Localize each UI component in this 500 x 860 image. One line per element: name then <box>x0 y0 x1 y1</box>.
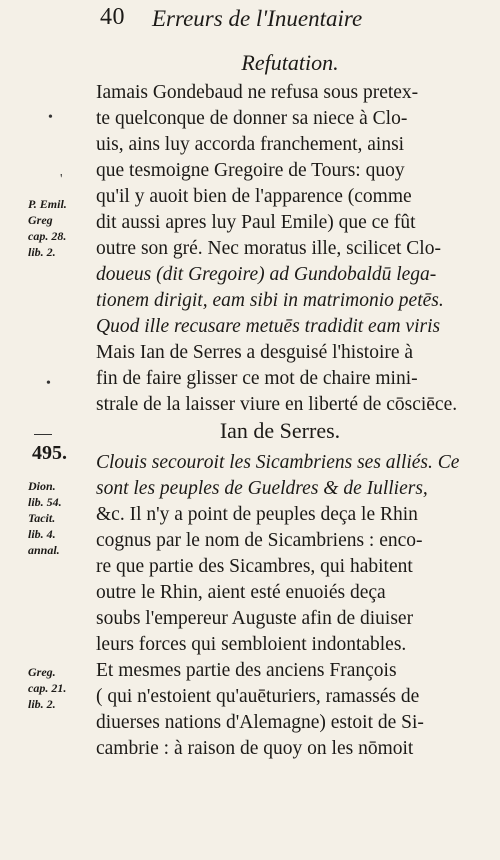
text-line: doueus (dit Gregoire) ad Gundobaldū lega- <box>96 264 437 285</box>
margin-note-line: P. Emil. <box>28 197 67 211</box>
margin-year: 495. <box>32 442 67 464</box>
text-line: sont les peuples de Gueldres & de Iulliers, <box>96 478 428 499</box>
margin-note-line: Dion. <box>28 479 56 493</box>
margin-note-line: Greg <box>28 213 53 227</box>
refutation-heading: Refutation. <box>241 50 339 75</box>
margin-note-line: Tacit. <box>28 511 56 525</box>
margin-note-line: annal. <box>28 543 60 557</box>
text-line: Clouis secourοit les Sicambriens ses alliés. Ce <box>96 452 460 473</box>
text-line: Quod ille recusare metuēs tradidit eam viris <box>96 316 441 337</box>
margin-note-line: cap. 21. <box>28 681 67 695</box>
text-line: te quelconque de donner sa niece à Clo- <box>96 108 408 129</box>
text-line: qu'il y auoit bien de l'apparence (comme <box>96 186 412 207</box>
text-line: soubs l'empereur Auguste afin de diuiser <box>96 608 414 629</box>
text-line: cambrie : à raison de quoy on les nōmoit <box>96 738 414 759</box>
section-heading: Ian de Serres. <box>219 418 341 443</box>
margin-note-line: Greg. <box>28 665 56 679</box>
text-line: tionem dirigit, eam sibi in matrimonio petēs. <box>96 290 444 311</box>
text-line: outre le Rhin, aient esté enuoiés deça <box>96 582 386 603</box>
margin-note-dion <box>28 478 94 558</box>
text-line: fin de faire glisser ce mot de chaire mini- <box>96 368 418 389</box>
running-title: Erreurs de l'Inuentaire <box>152 6 363 31</box>
text-line: strale de la laisser viure en liberté de cōsciēce. <box>96 394 458 415</box>
text-line: outre son gré. Nec moratus ille, scilicet Clo- <box>96 238 441 259</box>
reference-mark: • <box>48 110 53 125</box>
text-line: uis, ains luy accorda franchement, ainsi <box>96 134 405 155</box>
text-line: diuerses nations d'Alemagne) estoit de Si- <box>96 712 424 733</box>
text-line: ( qui n'estoient qu'auēturiers, ramassés de <box>96 686 420 707</box>
margin-rule <box>34 434 52 435</box>
text-line: dit aussi apres luy Paul Emile) que ce fût <box>96 212 416 233</box>
text-line: re que partie des Sicambres, qui habitent <box>96 556 413 577</box>
page-number: 40 <box>100 4 125 30</box>
margin-note-emile <box>28 196 94 260</box>
margin-note-line: lib. 2. <box>28 245 56 259</box>
text-line: que tesmoigne Gregoire de Tours: quoy <box>96 160 405 181</box>
reference-mark: ' <box>60 172 63 187</box>
margin-note-line: lib. 54. <box>28 495 62 509</box>
text-line: Mais Ian de Serres a desguisé l'histoire à <box>96 342 414 363</box>
text-line: &c. Il n'y a point de peuples deça le Rhin <box>96 504 418 525</box>
text-line: leurs forces qui sembloient indontables. <box>96 634 407 655</box>
text-line: Et mesmes partie des anciens François <box>96 660 397 681</box>
text-line: Iamais Gondebaud ne refusa sous pretex- <box>96 82 419 103</box>
margin-note-line: cap. 28. <box>28 229 67 243</box>
reference-mark: • <box>46 376 51 391</box>
margin-note-greg <box>28 664 94 712</box>
text-line: cognus par le nom de Sicambriens : enco- <box>96 530 423 551</box>
margin-note-line: lib. 4. <box>28 527 56 541</box>
margin-note-line: lib. 2. <box>28 697 56 711</box>
